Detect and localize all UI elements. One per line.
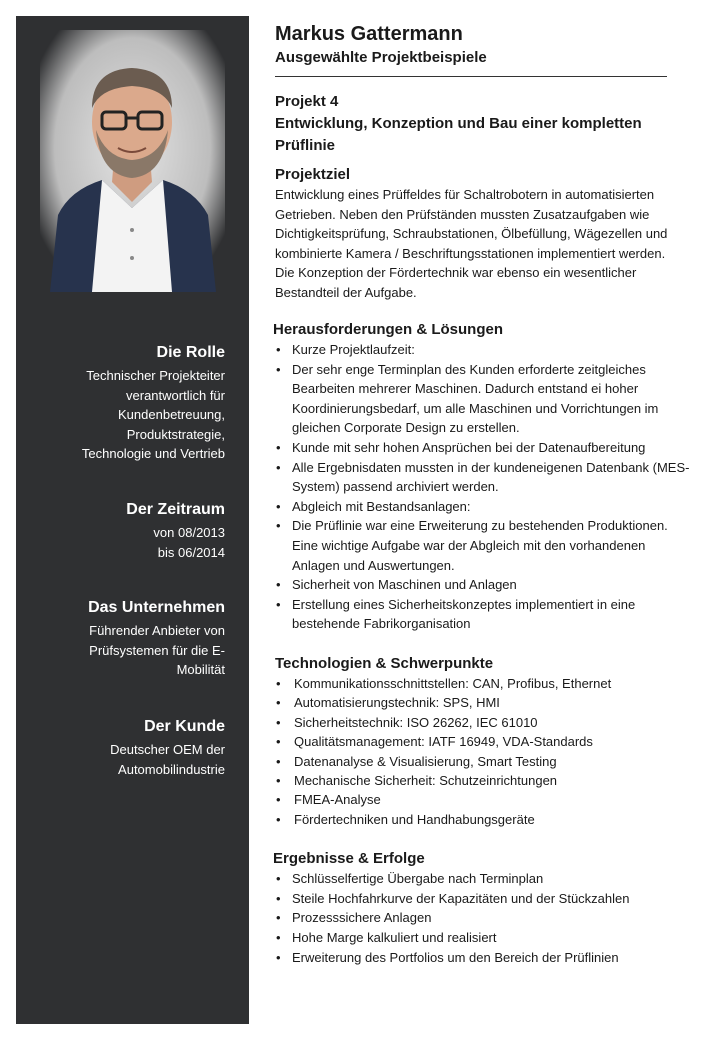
list-item: • Datenanalyse & Visualisierung, Smart Testing	[275, 752, 695, 771]
person-name: Markus Gattermann	[275, 23, 463, 45]
period-heading: Der Zeitraum	[126, 501, 225, 518]
list-item: • Sicherheitstechnik: ISO 26262, IEC 61010	[275, 713, 695, 732]
project-number: Projekt 4	[275, 93, 339, 110]
main-content	[275, 22, 700, 967]
list-item: • FMEA-Analyse	[275, 790, 695, 809]
period-to: bis 06/2014	[157, 544, 225, 560]
company-heading: Das Unternehmen	[88, 599, 225, 616]
sidebar	[16, 16, 249, 1024]
list-item: • Steile Hochfahrkurve der Kapazitäten und der Stückzahlen	[275, 889, 695, 909]
challenges-list	[275, 340, 695, 634]
page-subtitle: Ausgewählte Projektbeispiele	[275, 49, 487, 66]
divider	[275, 76, 667, 77]
customer-block	[35, 717, 225, 779]
role-heading: Die Rolle	[156, 344, 225, 361]
list-item: • Kurze Projektlaufzeit:	[275, 340, 695, 360]
list-item: • Alle Ergebnisdaten mussten in der kundeneigenen Datenbank (MES-System) passend archiviert werden.	[275, 458, 695, 497]
results-heading: Ergebnisse & Erfolge	[273, 850, 425, 868]
challenges-heading: Herausforderungen & Lösungen	[273, 321, 504, 338]
company-text: Führender Anbieter von Prüfsystemen für die E-Mobilität	[89, 623, 225, 677]
period-from: von 08/2013	[153, 525, 225, 540]
goal-heading: Projektziel	[275, 166, 351, 183]
technologies-list	[275, 674, 695, 829]
portrait-photo	[40, 26, 225, 296]
technologies-heading: Technologien & Schwerpunkte	[275, 654, 494, 672]
list-item: • Mechanische Sicherheit: Schutzeinrichtungen	[275, 771, 695, 790]
list-item: • Automatisierungstechnik: SPS, HMI	[275, 693, 695, 712]
list-item: • Schlüsselfertige Übergabe nach Terminplan	[275, 869, 695, 889]
list-item: • Kunde mit sehr hohen Ansprüchen bei der Datenaufbereitung	[275, 438, 695, 458]
list-item: • Sicherheit von Maschinen und Anlagen	[275, 575, 695, 595]
list-item: • Kommunikationsschnittstellen: CAN, Profibus, Ethernet	[275, 674, 695, 693]
role-text: Technischer Projekteiter verantwortlich für Kundenbetreuung, Produktstrategie, Technologie und Vertrieb	[81, 368, 225, 461]
period-block	[35, 500, 225, 562]
customer-text: Deutscher OEM der Automobilindustrie	[110, 742, 225, 777]
goal-text: Entwicklung eines Prüffeldes für Schaltrobotern in automatisierten Getrieben. Neben den Prüfständen mussten Zusatzaufgaben wie Dichtigkeitsprüfung, Schraubstationen, Ölbefüllung, Wägezellen und kombinierte Kamera / Beschriftungsstationen implementiert werden. Die Konzeption der Fördertechnik war ebenso ein wesentlicher Bestandteil der Aufgabe.	[275, 187, 668, 300]
list-item: • Erweiterung des Portfolios um den Bereich der Prüflinien	[275, 948, 695, 968]
company-block	[35, 598, 225, 680]
list-item: • Fördertechniken und Handhabungsgeräte	[275, 810, 695, 829]
list-item: • Erstellung eines Sicherheitskonzeptes implementiert in eine bestehende Fabrikorganisation	[275, 595, 695, 634]
list-item: • Abgleich mit Bestandsanlagen:	[275, 497, 695, 517]
list-item: • Prozesssichere Anlagen	[275, 908, 695, 928]
customer-heading: Der Kunde	[144, 718, 225, 735]
role-block	[35, 343, 225, 464]
project-title: Entwicklung, Konzeption und Bau einer kompletten Prüflinie	[275, 115, 642, 154]
list-item: • Der sehr enge Terminplan des Kunden erforderte zeitgleiches Bearbeiten mehrerer Maschinen. Dadurch entstand ei hoher Koordinierungsbedarf, um alle Maschinen und Vorrichtungen im gleichen Corporate Design zu erstellen.	[275, 360, 695, 438]
list-item: • Hohe Marge kalkuliert und realisiert	[275, 928, 695, 948]
results-list	[275, 869, 695, 967]
portrait-icon	[40, 30, 225, 292]
list-item: • Qualitätsmanagement: IATF 16949, VDA-Standards	[275, 732, 695, 751]
list-item: • Die Prüflinie war eine Erweiterung zu bestehenden Produktionen. Eine wichtige Aufgabe war der Abgleich mit den vorhandenen Anlagen und Auswertungen.	[275, 516, 695, 575]
